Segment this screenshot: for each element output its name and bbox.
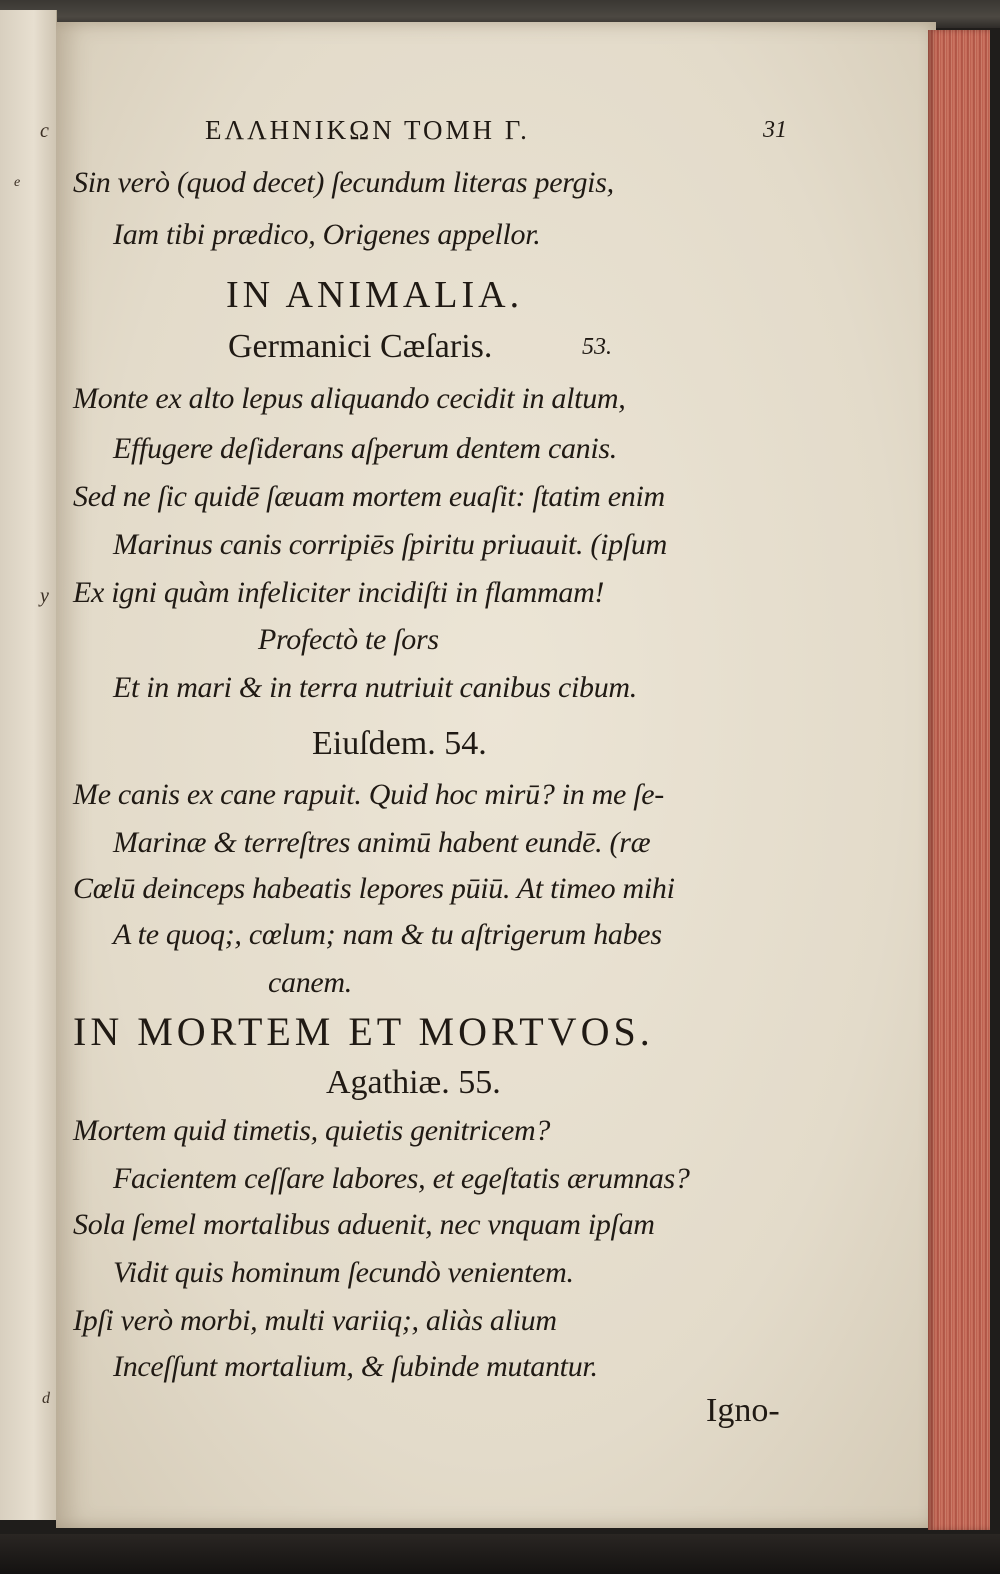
verse-line: Profectò te ſors [258,623,439,656]
verse-line: Ipſi verò morbi, multi variiq;, aliàs alium [73,1304,557,1337]
verse-line: Et in mari & in terra nutriuit canibus cibum. [113,671,637,704]
left-page-mark: d [42,1390,50,1407]
verse-line: Mortem quid timetis, quietis genitricem? [73,1114,551,1147]
verse-line: Ex igni quàm infeliciter incidiſti in flammam! [73,576,605,609]
verse-line: Monte ex alto lepus aliquando cecidit in altum, [73,382,626,415]
left-page-mark: e [14,175,21,190]
verse-line: Inceſſunt mortalium, & ſubinde mutantur. [113,1350,598,1383]
verse-line: Me canis ex cane rapuit. Quid hoc mirū? in me ſe- [73,778,664,811]
verse-line: Vidit quis hominum ſecundò venientem. [113,1256,574,1289]
verse-line: Facientem ceſſare labores, et egeſtatis ærumnas? [113,1162,690,1195]
verse-line: canem. [268,966,352,999]
verse-line: Cœlū deinceps habeatis lepores pūiū. At timeo mihi [73,872,675,905]
left-page-mark: c [40,120,49,142]
section-heading: IN MORTEM ET MORTVOS. [73,1009,654,1054]
left-page-mark: y [40,585,49,607]
left-page-fragment [0,10,57,1520]
verse-line: Iam tibi prædico, Origenes appellor. [113,218,541,251]
author-heading: Agathiæ. 55. [326,1064,501,1101]
section-heading: IN ANIMALIA. [226,274,524,316]
verse-line: Sola ſemel mortalibus aduenit, nec vnquam ipſam [73,1208,655,1241]
verse-line: Sin verò (quod decet) ſecundum literas pergis, [73,166,614,199]
folio-number: 31 [763,117,787,143]
verse-line: Sed ne ſic quidē ſæuam mortem euaſit: ſtatim enim [73,480,665,513]
verse-line: Marinus canis corripiēs ſpiritu priuauit. (ipſum [113,528,667,561]
verse-line: Effugere deſiderans aſperum dentem canis. [113,432,617,465]
book-bottom-edge [0,1534,1000,1574]
page-edge-red [928,30,990,1530]
verse-line: Marinæ & terreſtres animū habent eundē. (ræ [113,826,651,859]
author-heading: Eiuſdem. 54. [312,725,487,762]
epigram-number: 53. [582,334,612,360]
author-heading: Germanici Cæſaris. [228,328,493,365]
verse-line: A te quoq;, cœlum; nam & tu aſtrigerum habes [113,918,662,951]
running-head: ΕΛΛΗΝΙΚΩΝ ΤΟΜΗ Γ. [205,115,530,145]
catchword: Igno- [706,1392,780,1429]
